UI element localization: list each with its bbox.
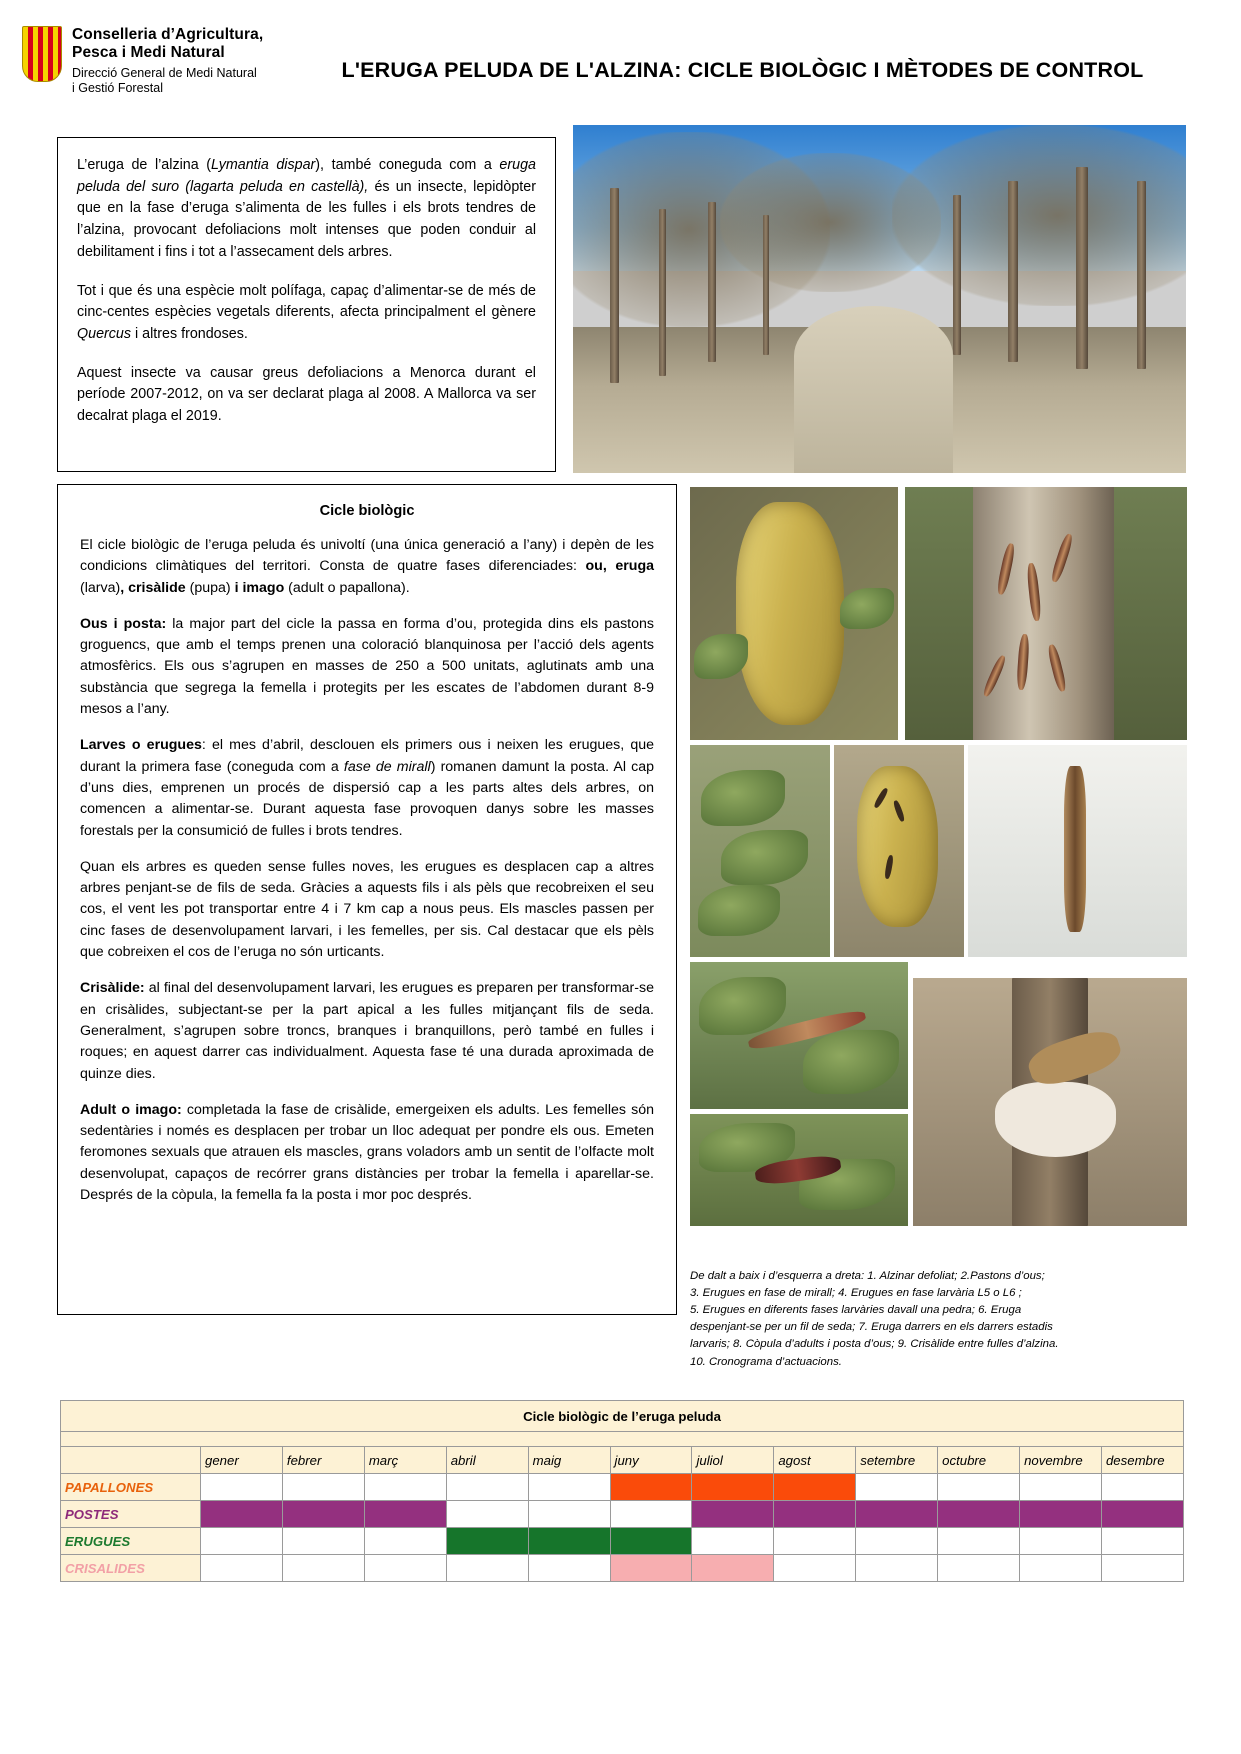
cell-crisalides-11 [1020,1555,1102,1582]
month-header-gener: gener [201,1447,283,1474]
cell-crisalides-4 [446,1555,528,1582]
calendar-row-postes [61,1501,1184,1528]
org-subline-1: Direcció General de Medi Natural [72,65,257,80]
caption-line-6: 10. Cronograma d’actuacions. [690,1355,842,1368]
cell-postes-12 [1101,1501,1183,1528]
cycle-paragraph-larvae [80,735,654,841]
photo-egg-masses [690,487,898,740]
cell-postes-4 [446,1501,528,1528]
month-header-setembre: setembre [856,1447,938,1474]
cell-erugues-9 [856,1528,938,1555]
cycle-paragraph-1 [80,535,654,599]
cell-erugues-8 [774,1528,856,1555]
calendar-row-crisalides [61,1555,1184,1582]
org-line-1: Conselleria d’Agricultura, [72,26,264,43]
cell-erugues-3 [364,1528,446,1555]
row-label-papallones: PAPALLONES [61,1474,201,1501]
month-header-abril: abril [446,1447,528,1474]
caption-line-2: 3. Erugues en fase de mirall; 4. Erugues en fase larvària L5 o L6 ; [690,1287,1022,1300]
photo-adult-moths-mating [913,978,1187,1226]
cell-papallones-11 [1020,1474,1102,1501]
cell-papallones-1 [201,1474,283,1501]
calendar-row-erugues [61,1528,1184,1555]
cell-papallones-6 [610,1474,692,1501]
calendar-row-papallones [61,1474,1184,1501]
cell-papallones-3 [364,1474,446,1501]
caption-line-1: De dalt a baix i d’esquerra a dreta: 1. Alzinar defoliat; 2.Pastons d’ous; [690,1270,1045,1282]
cell-papallones-9 [856,1474,938,1501]
month-header-agost: agost [774,1447,856,1474]
cell-crisalides-5 [528,1555,610,1582]
subheading-adult-imago: Adult o imago: [80,1101,182,1118]
cell-crisalides-10 [938,1555,1020,1582]
calendar-table-wrapper [60,1400,1184,1582]
month-header-octubre: octubre [938,1447,1020,1474]
cell-crisalides-9 [856,1555,938,1582]
caption-line-4: despenjant-se per un fil de seda; 7. Eruga darrers en els darrers estadis [690,1321,1053,1334]
cell-crisalides-2 [282,1555,364,1582]
cycle-p5-text: al final del desenvolupament larvari, les erugues es preparen per transformar-se en crisàlides, subjectant-se per la part apical a les fulles mitjançant fils de seda. Generalment, s’agrupen sobre troncs, branques i branquillons, però també en fulles i roques; en aquest darrer cas individualment. Aquesta fase té una durada aproximada de quinze dies. [80,980,654,1082]
intro-paragraph-1 [77,155,536,264]
cycle-paragraph-eggs [80,614,654,720]
photo-mirror-phase-egg-mass [834,745,964,957]
org-line-2: Pesca i Medi Natural [72,43,225,61]
cell-erugues-7 [692,1528,774,1555]
phase-crisalide: , crisàlide [120,579,186,596]
cell-erugues-4 [446,1528,528,1555]
photo-caption [690,1268,1070,1371]
intro-p2-b: i altres frondoses. [131,326,248,343]
cycle-paragraph-adult [80,1100,654,1206]
cycle-p6-text: completada la fase de crisàlide, emergeixen els adults. Les femelles són sedentàries i només es desplacen per trobar un lloc adequat per pondre els ous. Emeten feromones sexuals que atrauen els mascles, grans voladors amb un sentit de l’olfacte molt desenvolupat, capaços de recórrer grans distàncies per trobar la femella i aparellar-se. Després de la còpula, la femella fa la posta i mor poc després. [80,1101,654,1204]
cell-erugues-5 [528,1528,610,1555]
photo-defoliated-forest [573,125,1186,473]
cell-postes-9 [856,1501,938,1528]
photo-chewed-leaves [690,745,830,957]
phase-ou-eruga: ou, eruga [585,558,654,575]
cell-crisalides-6 [610,1555,692,1582]
cell-postes-5 [528,1501,610,1528]
calendar-spacer-row [61,1432,1184,1447]
month-header-juny: juny [610,1447,692,1474]
cell-postes-7 [692,1501,774,1528]
caption-line-5: larvaris; 8. Còpula d’adults i posta d’ous; 9. Crisàlide entre fulles d’alzina. [690,1338,1059,1351]
month-header-marc: març [364,1447,446,1474]
species-name-common: eruga peluda del suro (lagarta peluda en castellà), [77,157,536,195]
section-title-cicle-biologic: Cicle biològic [319,503,415,519]
photo-caterpillars-on-trunk [905,487,1187,740]
intro-paragraph-2 [77,281,536,346]
coat-of-arms-icon [22,26,62,82]
month-header-juliol: juliol [692,1447,774,1474]
intro-p2-a: Tot i que és una espècie molt polífaga, capaç d’alimentar-se de més de cinc-centes espècies vegetals diferents, afecta principalment el gènere [77,282,536,321]
subheading-crisalide: Crisàlide: [80,980,145,997]
cell-crisalides-3 [364,1555,446,1582]
intro-paragraph-3: Aquest insecte va causar greus defoliacions a Menorca durant el període 2007-2012, on va ser declarat plaga al 2008. A Mallorca va ser decalrat plaga el 2019. [77,364,536,425]
cell-postes-1 [201,1501,283,1528]
page-title: L'ERUGA PELUDA DE L'ALZINA: CICLE BIOLÒGIC I MÈTODES DE CONTROL [341,58,1144,82]
cycle-p1-d: (pupa) [185,579,231,596]
cell-erugues-1 [201,1528,283,1555]
calendar-title: Cicle biològic de l’eruga peluda [61,1401,1184,1432]
org-subline-2: i Gestió Forestal [72,81,164,96]
cell-postes-11 [1020,1501,1102,1528]
month-header-febrer: febrer [282,1447,364,1474]
cell-erugues-11 [1020,1528,1102,1555]
cell-erugues-10 [938,1528,1020,1555]
photo-hairy-caterpillar [968,745,1187,957]
cycle-p1-e: (adult o papallona). [284,579,410,596]
cycle-p3-c: ) romanen damunt la posta. Al cap d’uns dies, emprenen un procés de dispersió cap a les parts altes dels arbres, on comencen a alimentar-se. Durant aquesta fase provoquen danys sobre les masses forestals per la consumició de fulles i brots tendres. [80,758,654,839]
subheading-ous-posta: Ous i posta: [80,615,167,632]
cell-crisalides-7 [692,1555,774,1582]
phase-imago: i imago [230,579,285,596]
cell-postes-6 [610,1501,692,1528]
cell-postes-3 [364,1501,446,1528]
biological-cycle-box [57,484,677,1315]
subheading-larves: Larves o erugues [80,737,202,754]
row-label-postes: POSTES [61,1501,201,1528]
government-logo [22,26,263,97]
cycle-paragraph-dispersal: Quan els arbres es queden sense fulles noves, les erugues es desplacen cap a altres arbres penjant-se de fils de seda. Gràcies a aquests fils i als pèls que recobreixen el seu cos, el vent les pot transportar entre 4 i 7 km cap a nous peus. Els mascles passen per cinc fases de desenvolupament larvari, i les femelles, per sis. Cal destacar que els pèls que cobreixen el cos de l’eruga no són urticants. [80,858,654,961]
cell-papallones-4 [446,1474,528,1501]
cell-papallones-7 [692,1474,774,1501]
cycle-p3-a: : el mes d’abril, desclouen els primers ous i neixen les erugues, que durant la primera fase (coneguda com a [80,737,654,775]
row-label-crisalides: CRISALIDES [61,1555,201,1582]
intro-p1-c: és un insecte, lepidòpter que en la fase d’eruga s’alimenta de les fulles i els brots tendres de l’alzina, provocant defoliacions molt intenses que poden conduir al debilitament i fins i tot a l’assecament dels arbres. [77,178,536,260]
cell-papallones-2 [282,1474,364,1501]
calendar-month-header-row [61,1447,1184,1474]
cell-papallones-8 [774,1474,856,1501]
month-header-maig: maig [528,1447,610,1474]
month-header-novembre: novembre [1020,1447,1102,1474]
cell-crisalides-12 [1101,1555,1183,1582]
photo-late-instar-caterpillar [690,962,908,1109]
cell-erugues-6 [610,1528,692,1555]
biological-cycle-calendar [60,1400,1184,1582]
cell-crisalides-8 [774,1555,856,1582]
species-name-latin: Lymantia dispar [211,157,316,173]
document-header [0,0,1241,118]
cycle-p2-text: la major part del cicle la passa en forma d’ou, protegida dins els pastons groguencs, que amb el temps prenen una coloració blanquinosa per l’acció dels agents atmosfèrics. Els ous s’agrupen en masses de 250 a 500 unitats, aglutinats amb una substància que segrega la femella i protegits per les escates de l’abdomen durant 8-9 mesos a l’any. [80,615,654,718]
cell-postes-8 [774,1501,856,1528]
cycle-p1-c: (larva) [80,579,121,596]
cell-erugues-2 [282,1528,364,1555]
caption-line-3: 5. Erugues en diferents fases larvàries davall una pedra; 6. Eruga [690,1304,1022,1317]
cell-postes-2 [282,1501,364,1528]
month-header-desembre: desembre [1101,1447,1183,1474]
cycle-paragraph-pupa [80,978,654,1084]
calendar-corner-cell [61,1447,201,1474]
genus-name: Quercus [77,326,132,343]
cell-postes-10 [938,1501,1020,1528]
cell-erugues-12 [1101,1528,1183,1555]
term-fase-de-mirall: fase de mirall [343,758,431,775]
cycle-p1-a: El cicle biològic de l’eruga peluda és univoltí (una única generació a l’any) i depèn de les condicions climàtiques del territori. Consta de quatre fases diferenciades: [80,537,654,575]
cell-papallones-10 [938,1474,1020,1501]
intro-p1-b: ), també coneguda com a [315,157,500,173]
cell-papallones-12 [1101,1474,1183,1501]
intro-p1-a: L’eruga de l’alzina ( [77,157,212,173]
cell-papallones-5 [528,1474,610,1501]
organization-name [72,26,263,97]
row-label-erugues: ERUGUES [61,1528,201,1555]
intro-text-box [57,137,556,472]
cell-crisalides-1 [201,1555,283,1582]
photo-pupa-among-leaves [690,1114,908,1226]
